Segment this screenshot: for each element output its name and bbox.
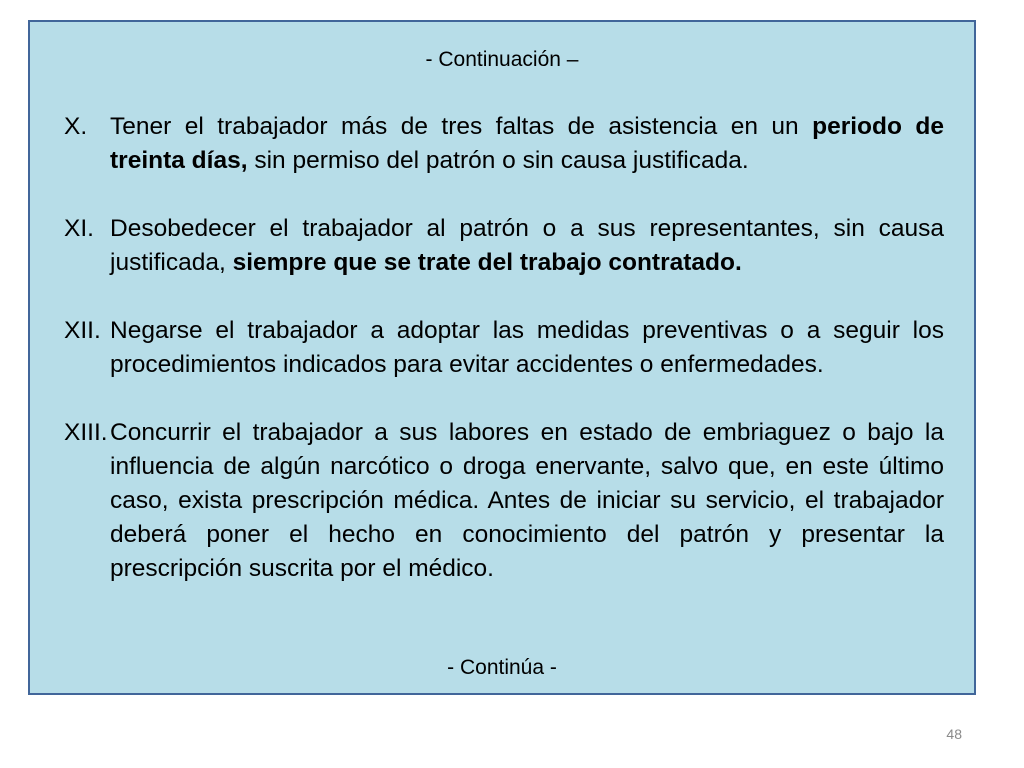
- item-text-bold: siempre que se trate del trabajo contratado.: [232, 249, 742, 276]
- list-item: [64, 110, 944, 178]
- item-numeral: X.: [64, 113, 88, 140]
- article-list: [64, 110, 944, 586]
- item-text-part: Concurrir el trabajador a sus labores en estado de embriaguez o bajo la influencia de algún narcótico o droga enervante, salvo que, en este último caso, exista prescripción médica. Antes de iniciar su servicio, el trabajador deberá poner el hecho en conocimiento del patrón y presentar la prescripción suscrita por el médico.: [110, 419, 944, 582]
- continuation-header: - Continuación –: [425, 48, 579, 71]
- list-item: [64, 416, 944, 586]
- list-item: [64, 212, 944, 280]
- item-text: [110, 212, 944, 280]
- item-text-bold: periodo de treinta días,: [110, 113, 944, 174]
- page-number: 48: [946, 726, 962, 742]
- list-item: [64, 314, 944, 382]
- item-text: [110, 416, 944, 586]
- item-text-part: sin permiso del patrón o sin causa justificada.: [247, 147, 749, 174]
- item-text-part: Tener el trabajador más de tres faltas de asistencia en un: [110, 113, 813, 140]
- continues-footer: - Continúa -: [447, 656, 557, 679]
- item-text-part: Desobedecer el trabajador al patrón o a sus representantes, sin causa justificada,: [110, 215, 944, 276]
- item-numeral: XIII.: [64, 419, 108, 446]
- item-text: [110, 110, 944, 178]
- item-numeral: XII.: [64, 317, 101, 344]
- content-box: [28, 20, 976, 695]
- item-text-part: Negarse el trabajador a adoptar las medidas preventivas o a seguir los procedimientos indicados para evitar accidentes o enfermedades.: [110, 317, 944, 378]
- item-numeral: XI.: [64, 215, 94, 242]
- item-text: [110, 314, 944, 382]
